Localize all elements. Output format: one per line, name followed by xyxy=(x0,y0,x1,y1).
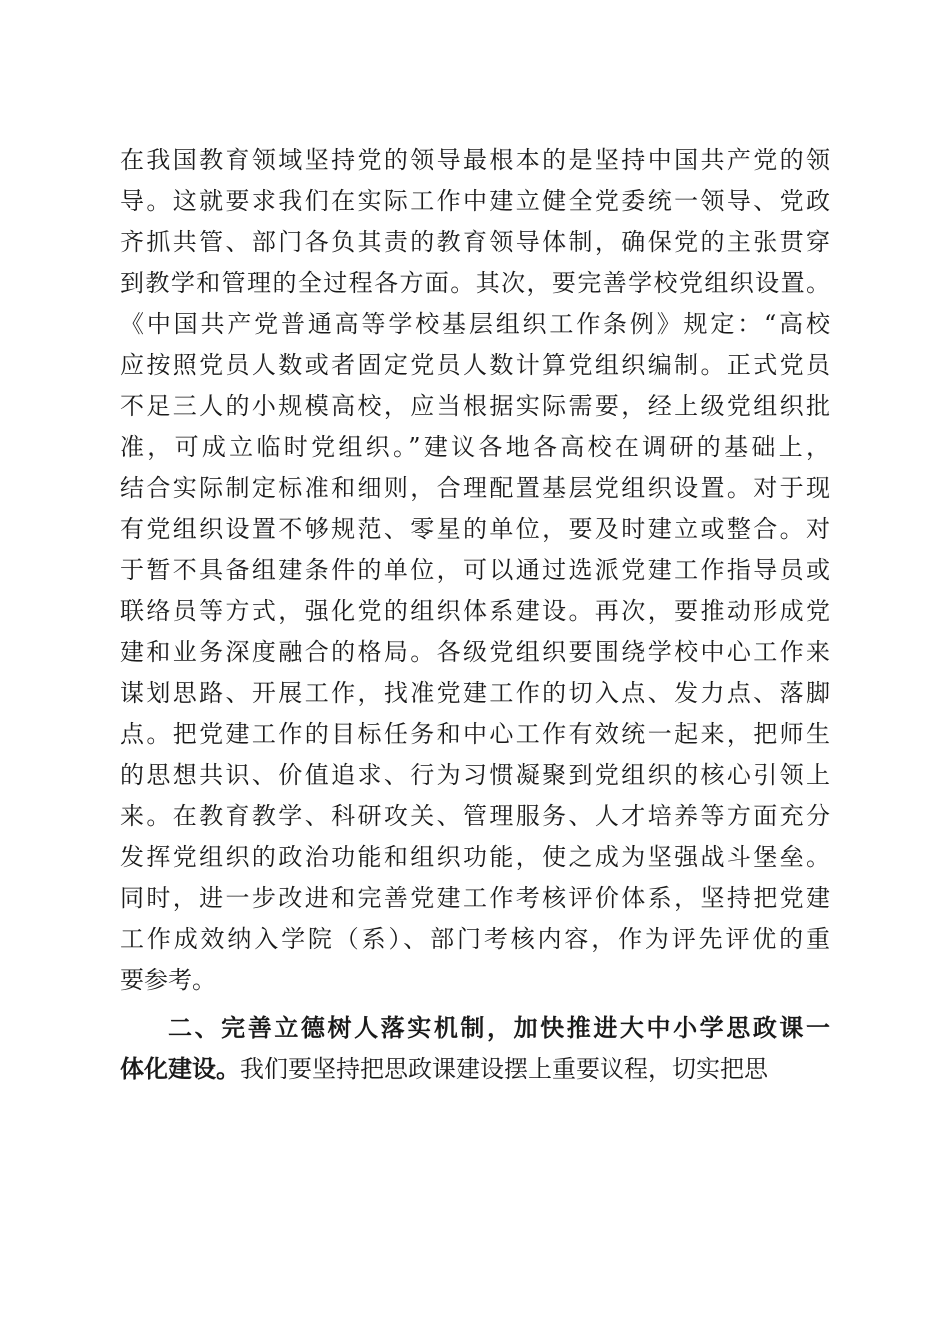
text-line: 准，可成立临时党组织。”建议各地各高校在调研的基础上， xyxy=(120,433,830,461)
text-line: 结合实际制定标准和细则，合理配置基层党组织设置。对于现 xyxy=(120,474,830,502)
text-line: 齐抓共管、部门各负其责的教育领导体制，确保党的主张贯穿 xyxy=(120,228,830,256)
text-line xyxy=(120,1053,768,1085)
text-line: 联络员等方式，强化党的组织体系建设。再次，要推动形成党 xyxy=(120,597,830,625)
text-line: 同时，进一步改进和完善党建工作考核评价体系，坚持把党建 xyxy=(120,884,830,912)
section-body-text: 我们要坚持把思政课建设摆上重要议程，切实把思 xyxy=(240,1055,768,1083)
text-line: 点。把党建工作的目标任务和中心工作有效统一起来，把师生 xyxy=(120,720,830,748)
text-line: 建和业务深度融合的格局。各级党组织要围绕学校中心工作来 xyxy=(120,638,830,666)
text-line: 工作成效纳入学院（系）、部门考核内容，作为评先评优的重 xyxy=(120,925,830,953)
section-heading-end: 体化建设。 xyxy=(120,1054,240,1083)
text-line: 谋划思路、开展工作，找准党建工作的切入点、发力点、落脚 xyxy=(120,679,830,707)
text-line: 在我国教育领域坚持党的领导最根本的是坚持中国共产党的领 xyxy=(120,146,830,174)
text-line: 来。在教育教学、科研攻关、管理服务、人才培养等方面充分 xyxy=(120,802,830,830)
text-line: 要参考。 xyxy=(120,966,216,994)
text-line: 不足三人的小规模高校，应当根据实际需要，经上级党组织批 xyxy=(120,392,830,420)
section-heading: 二、完善立德树人落实机制，加快推进大中小学思政课一 xyxy=(168,1013,830,1042)
text-line: 到教学和管理的全过程各方面。其次，要完善学校党组织设置。 xyxy=(120,269,830,297)
text-line: 应按照党员人数或者固定党员人数计算党组织编制。正式党员 xyxy=(120,351,830,379)
text-line: 的思想共识、价值追求、行为习惯凝聚到党组织的核心引领上 xyxy=(120,761,830,789)
text-line: 导。这就要求我们在实际工作中建立健全党委统一领导、党政 xyxy=(120,187,830,215)
text-line: 《中国共产党普通高等学校基层组织工作条例》规定：“高校 xyxy=(120,310,830,338)
text-line: 于暂不具备组建条件的单位，可以通过选派党建工作指导员或 xyxy=(120,556,830,584)
text-line: 发挥党组织的政治功能和组织功能，使之成为坚强战斗堡垒。 xyxy=(120,843,830,871)
text-line: 有党组织设置不够规范、零星的单位，要及时建立或整合。对 xyxy=(120,515,830,543)
